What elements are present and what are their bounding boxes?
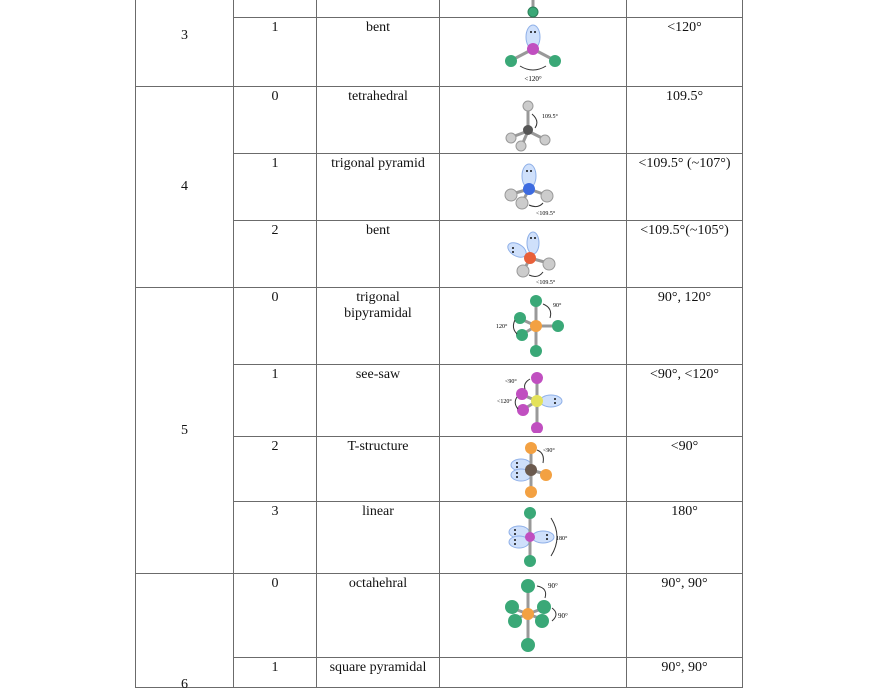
structure-image-cell <box>440 502 627 574</box>
structure-image-cell <box>440 0 627 18</box>
table-row <box>136 0 743 18</box>
lone-pairs-cell <box>234 0 317 18</box>
geometry-name: linear <box>362 504 394 519</box>
see-saw-molecule-image <box>493 371 573 433</box>
lone-pairs-cell <box>234 365 317 437</box>
trigonal-bipyramidal-molecule-image <box>493 292 573 358</box>
structure-image-cell <box>440 365 627 437</box>
bond-angle-cell <box>627 18 743 87</box>
structure-image-cell <box>440 18 627 87</box>
geometry-cell <box>317 87 440 154</box>
lone-pairs: 1 <box>271 156 279 171</box>
geometry-cell <box>317 437 440 502</box>
geometry-cell <box>317 574 440 658</box>
trigonal-pyramid-molecule-image <box>498 161 568 219</box>
steric-number-cell <box>136 288 234 574</box>
svg-text:<109.5°: <109.5° <box>536 280 556 286</box>
bent-molecule-image <box>498 24 568 84</box>
svg-text:<120°: <120° <box>497 399 512 405</box>
octahedral-molecule-image <box>490 578 576 654</box>
bond-angle-cell <box>627 502 743 574</box>
table-row <box>136 574 743 658</box>
bond-angle-cell <box>627 221 743 288</box>
structure-image-cell <box>440 221 627 288</box>
bond-angle: <120° <box>667 20 702 35</box>
bond-angle: 90°, 120° <box>657 290 712 305</box>
lone-pairs: 3 <box>271 504 279 519</box>
bond-angle: 109.5° <box>665 89 704 104</box>
table-row <box>136 288 743 365</box>
steric-number-cell <box>136 574 234 692</box>
lone-pairs-cell <box>234 502 317 574</box>
svg-text:90°: 90° <box>553 303 562 309</box>
partial-molecule-image <box>513 0 553 18</box>
lone-pairs-cell <box>234 658 317 688</box>
geometry-cell <box>317 154 440 221</box>
bond-angle: <90°, <120° <box>650 367 719 382</box>
bond-angle-cell <box>627 288 743 365</box>
lone-pairs: 2 <box>271 439 279 454</box>
geometry-line: bipyramidal <box>344 306 412 321</box>
lone-pairs: 1 <box>271 660 279 675</box>
svg-text:90°: 90° <box>558 612 568 620</box>
geometry-line: trigonal <box>356 290 400 305</box>
steric-number-cell <box>136 0 234 87</box>
geometry-cell <box>317 18 440 87</box>
lone-pairs-cell <box>234 574 317 658</box>
geometry-name: bent <box>365 223 391 238</box>
geometry-cell <box>317 0 440 18</box>
structure-image-cell <box>440 574 627 658</box>
bond-angle-cell <box>627 87 743 154</box>
bond-angle: <109.5° (~107°) <box>638 156 731 171</box>
lone-pairs: 1 <box>271 20 279 35</box>
structure-image-cell <box>440 154 627 221</box>
vsepr-geometry-table <box>135 0 743 692</box>
geometry-name: square pyramidal <box>329 660 427 675</box>
lone-pairs-cell <box>234 437 317 502</box>
geometry-name: see-saw <box>355 367 401 382</box>
lone-pairs-cell <box>234 87 317 154</box>
tetrahedral-molecule-image <box>498 97 568 153</box>
bond-angle-cell <box>627 154 743 221</box>
svg-text:<120°: <120° <box>524 75 542 83</box>
steric-number: 6 <box>181 677 188 692</box>
svg-text:<90°: <90° <box>505 379 517 385</box>
structure-image-cell <box>440 437 627 502</box>
svg-text:<109.5°: <109.5° <box>536 211 556 217</box>
geometry-cell <box>317 365 440 437</box>
steric-number: 5 <box>181 422 188 438</box>
geometry-cell <box>317 502 440 574</box>
bond-angle: <90° <box>670 439 699 454</box>
lone-pairs: 0 <box>271 290 279 305</box>
linear-molecule-image <box>493 506 573 570</box>
t-structure-molecule-image <box>493 441 573 499</box>
svg-text:180°: 180° <box>556 536 568 542</box>
bond-angle: 180° <box>671 504 698 519</box>
bent-tetrahedral-molecule-image <box>498 228 568 286</box>
lone-pairs-cell <box>234 221 317 288</box>
steric-number: 3 <box>181 27 188 43</box>
geometry-name: octahehral <box>348 576 408 591</box>
svg-text:90°: 90° <box>548 582 558 590</box>
steric-number: 4 <box>181 179 188 194</box>
lone-pairs-cell <box>234 288 317 365</box>
bond-angle-cell <box>627 574 743 658</box>
svg-text:<90°: <90° <box>543 448 555 454</box>
structure-image-cell <box>440 87 627 154</box>
steric-number-cell <box>136 87 234 288</box>
svg-text:109.5°: 109.5° <box>542 114 558 120</box>
svg-text:120°: 120° <box>496 324 508 330</box>
lone-pairs: 0 <box>271 89 279 104</box>
table-row <box>136 87 743 154</box>
structure-image-cell <box>440 658 627 688</box>
geometry-cell <box>317 288 440 365</box>
geometry-name: T-structure <box>347 439 409 454</box>
lone-pairs: 1 <box>271 367 279 382</box>
bond-angle: 90°, 90° <box>661 576 708 591</box>
bond-angle: <109.5°(~105°) <box>640 223 729 238</box>
bond-angle-cell <box>627 0 743 18</box>
bond-angle-cell <box>627 658 743 688</box>
lone-pairs: 2 <box>271 223 279 238</box>
bond-angle-cell <box>627 437 743 502</box>
geometry-name: bent <box>365 20 391 35</box>
geometry-cell <box>317 221 440 288</box>
geometry-name: tetrahedral <box>348 89 408 104</box>
lone-pairs-cell <box>234 18 317 87</box>
structure-image-cell <box>440 288 627 365</box>
bond-angle-cell <box>627 365 743 437</box>
geometry-name <box>317 288 439 322</box>
bond-angle: 90°, 90° <box>661 660 708 675</box>
geometry-name: trigonal pyramid <box>331 156 425 171</box>
lone-pairs: 0 <box>271 576 279 591</box>
lone-pairs-cell <box>234 154 317 221</box>
geometry-cell <box>317 658 440 688</box>
